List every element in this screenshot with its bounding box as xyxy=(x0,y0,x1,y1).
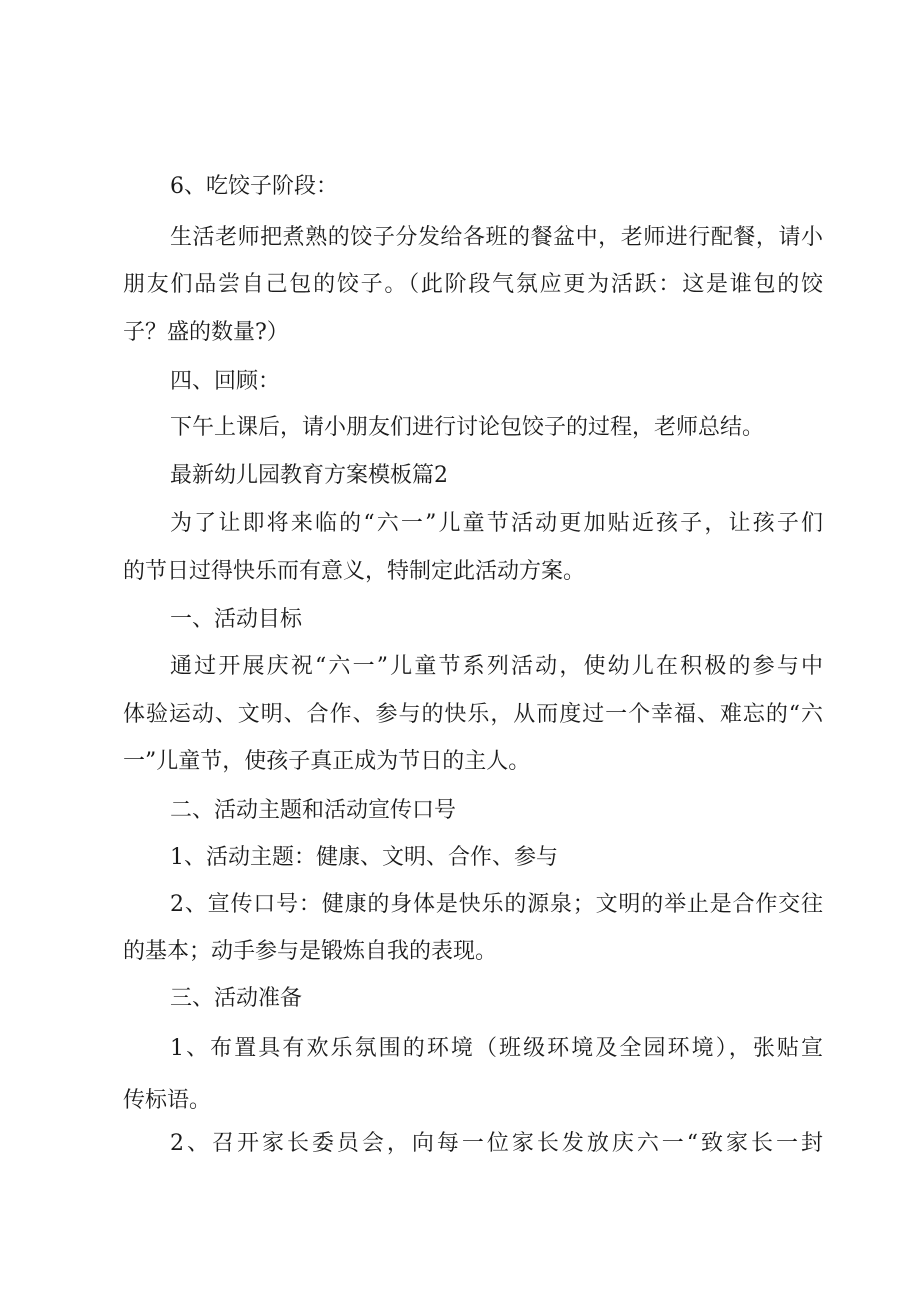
section-heading-goals: 一、活动目标 xyxy=(170,607,303,632)
paragraph-line: 体验运动、文明、合作、参与的快乐，从而度过一个幸福、难忘的“六 xyxy=(123,702,823,727)
paragraph-line: 通过开展庆祝“六一”儿童节系列活动，使幼儿在积极的参与中 xyxy=(170,654,823,679)
paragraph-line: 下午上课后，请小朋友们进行讨论包饺子的过程，老师总结。 xyxy=(170,415,765,440)
paragraph-line: 2、召开家长委员会，向每一位家长发放庆六一“致家长一封 xyxy=(170,1131,823,1156)
paragraph-line: 2、宣传口号：健康的身体是快乐的源泉；文明的举止是合作交往 xyxy=(170,892,823,917)
paragraph-line: 子？盛的数量?） xyxy=(123,320,289,345)
section-heading-preparation: 三、活动准备 xyxy=(170,986,303,1011)
paragraph-line: 的基本；动手参与是锻炼自我的表现。 xyxy=(123,939,498,964)
paragraph-line: 为了让即将来临的“六一”儿童节活动更加贴近孩子，让孩子们 xyxy=(170,511,823,536)
paragraph-line: 一”儿童节，使孩子真正成为节日的主人。 xyxy=(123,749,531,774)
paragraph-line: 1、活动主题：健康、文明、合作、参与 xyxy=(170,845,558,870)
step-heading-eat-dumplings: 6、吃饺子阶段： xyxy=(170,174,338,199)
paragraph-line: 朋友们品尝自己包的饺子。（此阶段气氛应更为活跃：这是谁包的饺 xyxy=(123,272,823,297)
section-heading-review: 四、回顾： xyxy=(170,369,281,394)
paragraph-line: 1、布置具有欢乐氛围的环境（班级环境及全园环境），张贴宣 xyxy=(170,1036,823,1061)
section-heading-theme: 二、活动主题和活动宣传口号 xyxy=(170,798,457,823)
paragraph-line: 的节日过得快乐而有意义，特制定此活动方案。 xyxy=(123,559,586,584)
article-title: 最新幼儿园教育方案模板篇2 xyxy=(170,463,448,488)
paragraph-line: 生活老师把煮熟的饺子分发给各班的餐盆中，老师进行配餐，请小 xyxy=(170,225,823,250)
paragraph-line: 传标语。 xyxy=(123,1088,212,1113)
